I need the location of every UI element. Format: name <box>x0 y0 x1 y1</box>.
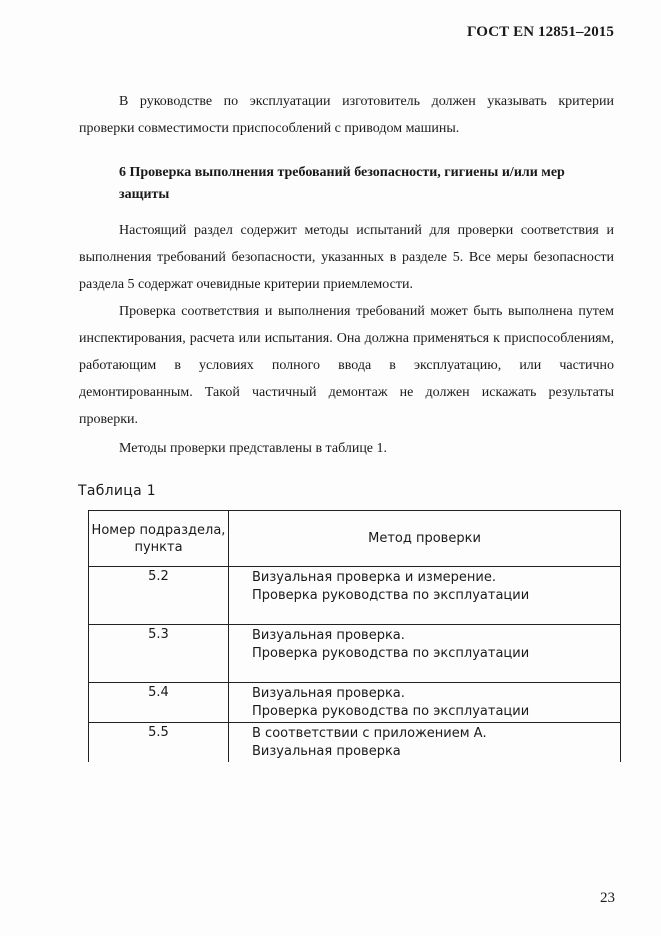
table-caption: Таблица 1 <box>78 483 156 499</box>
page-number: 23 <box>600 890 615 906</box>
table-row <box>89 683 621 723</box>
method-line: Визуальная проверка. <box>252 686 405 701</box>
cell-verification-method <box>229 683 621 723</box>
paragraph-section-scope: Настоящий раздел содержит методы испытаний для проверки соответствия и выполнения требований безопасности, указанных в разделе 5. Все меры безопасности раздела 5 содержат очевидные критерии приемлемости. <box>79 223 614 292</box>
cell-subsection-number: 5.4 <box>89 683 229 723</box>
paragraph-table-reference: Методы проверки представлены в таблице 1. <box>119 441 388 456</box>
standard-code-header: ГОСТ EN 12851–2015 <box>467 24 614 40</box>
method-line: В соответствии с приложением А. <box>252 726 487 741</box>
cell-verification-method <box>229 723 621 763</box>
section-heading: 6 Проверка выполнения требований безопасности, гигиены и/или мер защиты <box>119 165 565 202</box>
header-verification-method: Метод проверки <box>229 511 621 567</box>
cell-verification-method <box>229 567 621 625</box>
method-line: Проверка руководства по эксплуатации <box>252 646 530 661</box>
paragraph-verification-methods: Проверка соответствия и выполнения требований может быть выполнена путем инспектирования, расчета или испытания. Она должна применяться к приспособлениям, работающим в условиях полного ввода в эксплуатацию, или частично демонтированным. Такой частичный демонтаж не должен искажать результаты проверки. <box>79 304 614 427</box>
table-row <box>89 723 621 763</box>
method-line: Проверка руководства по эксплуатации <box>252 704 530 719</box>
paragraph-manual-criteria: В руководстве по эксплуатации изготовитель должен указывать критерии проверки совместимости приспособлений с приводом машины. <box>79 94 614 136</box>
verification-table <box>88 510 621 762</box>
cell-verification-method <box>229 625 621 683</box>
method-line: Визуальная проверка <box>252 744 401 759</box>
cell-subsection-number: 5.2 <box>89 567 229 625</box>
table-row <box>89 567 621 625</box>
method-line: Визуальная проверка. <box>252 628 405 643</box>
header-subsection-number: Номер подраздела, пункта <box>89 511 229 567</box>
table-row <box>89 625 621 683</box>
table-header-row <box>89 511 621 567</box>
method-line: Визуальная проверка и измерение. <box>252 570 496 585</box>
method-line: Проверка руководства по эксплуатации <box>252 588 530 603</box>
cell-subsection-number: 5.5 <box>89 723 229 763</box>
cell-subsection-number: 5.3 <box>89 625 229 683</box>
